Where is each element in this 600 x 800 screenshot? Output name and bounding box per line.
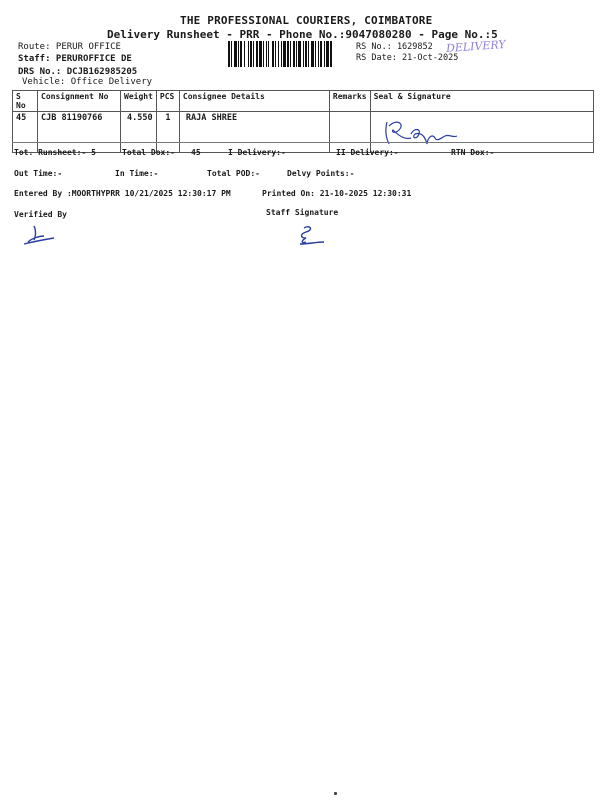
consignment-table	[12, 90, 594, 153]
cell-pcs: 1	[156, 112, 179, 153]
vehicle-label: Vehicle: Office Delivery	[22, 77, 153, 87]
barcode-bar	[256, 41, 258, 67]
cell-signature	[370, 112, 593, 153]
cell-sno: 45	[13, 112, 38, 153]
in-time: In Time:-	[115, 169, 159, 178]
col-pcs: PCS	[156, 91, 179, 112]
delvy-points: Delvy Points:-	[287, 169, 355, 178]
barcode-bar	[238, 41, 239, 67]
verified-by-label: Verified By	[14, 210, 67, 219]
barcode-bar	[231, 41, 232, 67]
col-weight: Weight	[121, 91, 157, 112]
col-remarks: Remarks	[329, 91, 370, 112]
barcode-bar	[318, 41, 319, 67]
rs-date: RS Date: 21-Oct-2025	[356, 53, 459, 63]
rtn-dox: RTN Dox:-	[451, 148, 495, 157]
drs-number: DRS No.: DCJB162985205	[18, 67, 138, 77]
delivery-stamp: DELIVERY	[445, 37, 507, 56]
total-dox-value: 45	[191, 148, 201, 157]
company-name: THE PROFESSIONAL COURIERS, COIMBATORE	[180, 14, 433, 27]
printed-on: Printed On: 21-10-2025 12:30:31	[262, 189, 412, 198]
barcode-bar	[244, 41, 245, 67]
route-label: Route: PERUR OFFICE	[18, 42, 121, 52]
cell-consignee: RAJA SHREE	[179, 112, 329, 153]
staff-signature	[292, 222, 332, 248]
col-consignment: Consignment No	[38, 91, 121, 112]
barcode-bar	[305, 41, 307, 67]
barcode-bar	[308, 41, 309, 67]
verifier-signature	[20, 222, 60, 248]
total-pod: Total POD:-	[207, 169, 260, 178]
ii-delivery: II Delivery:-	[336, 148, 399, 157]
total-dox-label: Total Dox:-	[122, 148, 175, 157]
barcode-bar	[272, 41, 274, 67]
cell-remarks	[329, 112, 370, 153]
staff-label: Staff: PERUROFFICE DE	[18, 54, 132, 64]
out-time: Out Time:-	[14, 169, 63, 178]
barcode-bar	[278, 41, 279, 67]
barcode-bar	[266, 41, 267, 67]
barcode-bar	[290, 41, 291, 67]
barcode-bar	[281, 41, 282, 67]
barcode-bar	[263, 41, 264, 67]
barcode-bar	[324, 41, 325, 67]
barcode-bar	[330, 41, 332, 67]
col-seal-signature: Seal & Signature	[370, 91, 593, 112]
cell-consignment: CJB 81190766	[38, 112, 121, 153]
barcode-bar	[248, 41, 249, 67]
table-bottom-rule	[12, 142, 594, 143]
table-row	[13, 112, 594, 153]
barcode-bar	[259, 41, 262, 67]
barcode-bar	[234, 41, 237, 67]
barcode-bar	[298, 41, 301, 67]
page-mark	[334, 792, 337, 795]
barcode-bar	[311, 41, 314, 67]
barcode-bar	[326, 41, 329, 67]
barcode-bar	[296, 41, 297, 67]
barcode-bar	[315, 41, 316, 67]
barcode	[228, 41, 352, 67]
i-delivery: I Delivery:-	[228, 148, 286, 157]
runsheet-title: Delivery Runsheet - PRR - Phone No.:9047080280 - Page No.:5	[107, 28, 498, 41]
barcode-bar	[293, 41, 295, 67]
barcode-bar	[250, 41, 252, 67]
barcode-bar	[240, 41, 242, 67]
cell-weight: 4.550	[121, 112, 157, 153]
barcode-bar	[275, 41, 276, 67]
col-sno: S No	[13, 91, 38, 112]
col-consignee: Consignee Details	[179, 91, 329, 112]
rs-number: RS No.: 1629852	[356, 42, 433, 52]
barcode-bar	[228, 41, 230, 67]
barcode-bar	[320, 41, 322, 67]
staff-signature-label: Staff Signature	[266, 208, 339, 217]
entered-by: Entered By :MOORTHYPRR 10/21/2025 12:30:17 PM	[14, 189, 231, 198]
barcode-bar	[283, 41, 286, 67]
barcode-bar	[303, 41, 304, 67]
barcode-bar	[253, 41, 254, 67]
barcode-bar	[268, 41, 269, 67]
barcode-bar	[287, 41, 289, 67]
tot-runsheet: Tot. Runsheet:- 5	[14, 148, 96, 157]
